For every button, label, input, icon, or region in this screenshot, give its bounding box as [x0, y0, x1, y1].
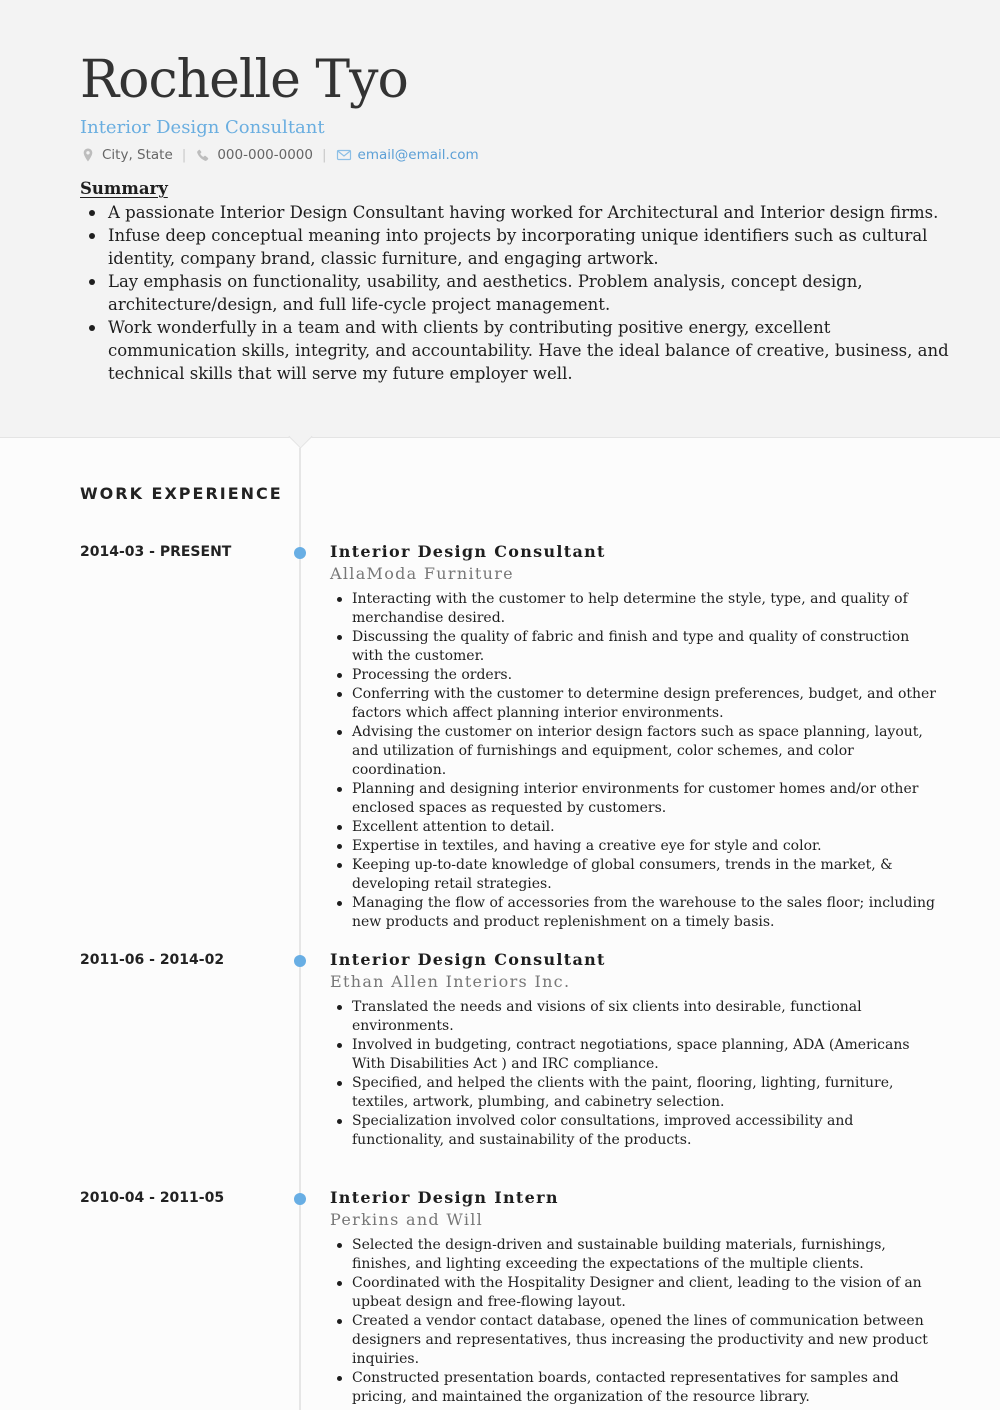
job-bullets: [330, 590, 942, 932]
job-bullets: [330, 998, 942, 1150]
contact-separator: |: [181, 147, 187, 163]
timeline-dot: [294, 1193, 306, 1205]
job-company: Ethan Allen Interiors Inc.: [330, 972, 571, 991]
timeline-dot: [294, 955, 306, 967]
job-bullet: Processing the orders.: [352, 666, 942, 685]
summary-list: [80, 201, 958, 385]
job-bullet: Advising the customer on interior design factors such as space planning, layout, and utilization of furnishings and equipment, color schemes, and color coordination.: [352, 723, 942, 780]
job-bullet: Created a vendor contact database, opened the lines of communication between designers and representatives, thus increasing the productivity and new product inquiries.: [352, 1312, 942, 1369]
job-bullet: Interacting with the customer to help determine the style, type, and quality of merchandise desired.: [352, 590, 942, 628]
map-pin-icon: [80, 147, 96, 163]
contact-bar: [80, 145, 479, 165]
contact-email-link[interactable]: email@email.com: [357, 147, 479, 163]
job-bullet: Translated the needs and visions of six clients into desirable, functional environments.: [352, 998, 942, 1036]
envelope-icon: [336, 147, 352, 163]
job-company: AllaModa Furniture: [330, 564, 514, 583]
contact-location: City, State: [102, 147, 173, 163]
candidate-name: Rochelle Tyo: [80, 50, 408, 110]
candidate-title: Interior Design Consultant: [80, 117, 325, 138]
timeline-line: [299, 448, 301, 1410]
contact-separator: |: [321, 147, 327, 163]
job-bullet: Keeping up-to-date knowledge of global consumers, trends in the market, & developing retail strategies.: [352, 856, 942, 894]
job-company: Perkins and Will: [330, 1210, 484, 1229]
timeline-dot: [294, 547, 306, 559]
job-bullet: Planning and designing interior environments for customer homes and/or other enclosed spaces as requested by customers.: [352, 780, 942, 818]
summary-item: A passionate Interior Design Consultant having worked for Architectural and Interior design firms.: [108, 201, 958, 224]
resume-header: [0, 0, 1000, 438]
job-role: Interior Design Consultant: [330, 950, 606, 969]
summary-item: Lay emphasis on functionality, usability, and aesthetics. Problem analysis, concept design, architecture/design, and full life-cycle project management.: [108, 270, 958, 316]
work-experience-heading: WORK EXPERIENCE: [80, 484, 283, 503]
job-dates: 2014-03 - PRESENT: [80, 544, 232, 560]
job-bullet: Managing the flow of accessories from the warehouse to the sales floor; including new products and product replenishment on a timely basis.: [352, 894, 942, 932]
job-bullet: Specified, and helped the clients with the paint, flooring, lighting, furniture, textiles, artwork, plumbing, and cabinetry selection.: [352, 1074, 942, 1112]
summary-item: Infuse deep conceptual meaning into projects by incorporating unique identifiers such as cultural identity, company brand, classic furniture, and engaging artwork.: [108, 224, 958, 270]
job-bullet: Constructed presentation boards, contacted representatives for samples and pricing, and maintained the organization of the resource library.: [352, 1369, 942, 1407]
contact-phone: 000-000-0000: [217, 147, 313, 163]
job-role: Interior Design Intern: [330, 1188, 559, 1207]
job-bullet: Expertise in textiles, and having a creative eye for style and color.: [352, 837, 942, 856]
job-dates: 2011-06 - 2014-02: [80, 952, 225, 968]
job-bullet: Involved in budgeting, contract negotiations, space planning, ADA (Americans With Disabilities Act ) and IRC compliance.: [352, 1036, 942, 1074]
job-role: Interior Design Consultant: [330, 542, 606, 561]
job-dates: 2010-04 - 2011-05: [80, 1190, 225, 1206]
job-bullet: Discussing the quality of fabric and finish and type and quality of construction with the customer.: [352, 628, 942, 666]
summary-heading: Summary: [80, 179, 168, 198]
job-bullet: Selected the design-driven and sustainable building materials, furnishings, finishes, and lighting exceeding the expectations of the multiple clients.: [352, 1236, 942, 1274]
job-bullet: Conferring with the customer to determine design preferences, budget, and other factors which affect planning interior environments.: [352, 685, 942, 723]
phone-icon: [195, 147, 211, 163]
job-bullet: Excellent attention to detail.: [352, 818, 942, 837]
job-bullet: Coordinated with the Hospitality Designer and client, leading to the vision of an upbeat design and free-flowing layout.: [352, 1274, 942, 1312]
job-bullets: [330, 1236, 942, 1407]
job-bullet: Specialization involved color consultations, improved accessibility and functionality, and sustainability of the products.: [352, 1112, 942, 1150]
summary-item: Work wonderfully in a team and with clients by contributing positive energy, excellent communication skills, integrity, and accountability. Have the ideal balance of creative, business, and technical skills that will serve my future employer well.: [108, 316, 958, 385]
